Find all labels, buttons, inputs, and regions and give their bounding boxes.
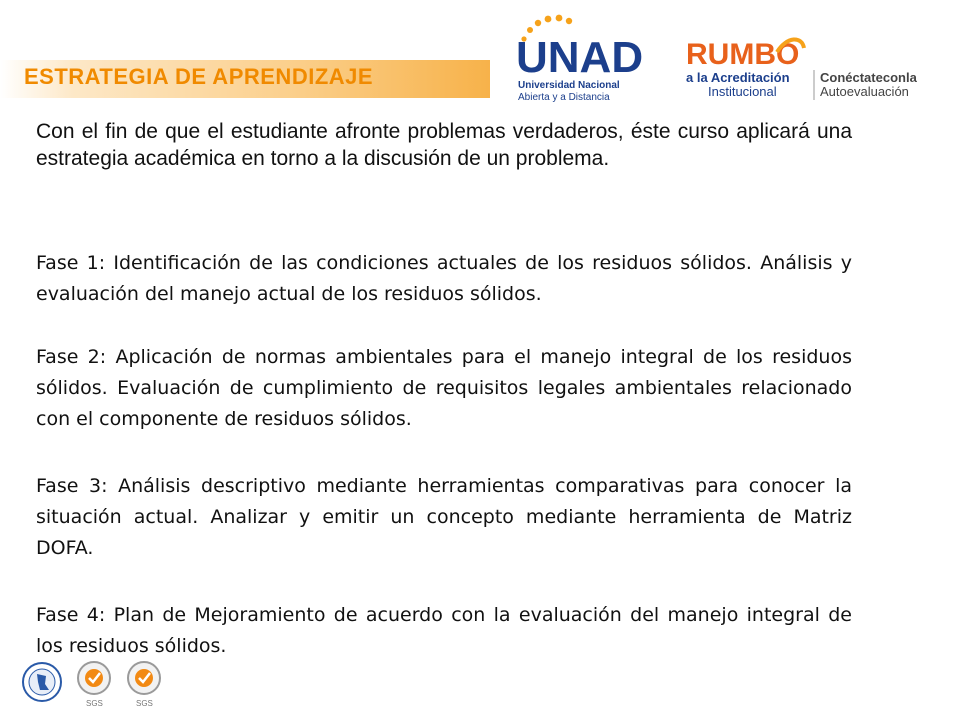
rumbo-tag1: Conéctateconla — [820, 70, 917, 85]
unad-line1: Universidad Nacional — [518, 80, 620, 91]
sgs-label-2: SGS — [136, 699, 153, 708]
page-title: ESTRATEGIA DE APRENDIZAJE — [24, 64, 374, 89]
colombia-seal-icon — [23, 663, 61, 701]
rumbo-line2: Institucional — [708, 84, 777, 99]
phase-4-paragraph: Fase 4: Plan de Mejoramiento de acuerdo con la evaluación del manejo integral de los residuos sólidos. — [36, 604, 852, 657]
rumbo-logo-graphic — [682, 30, 942, 108]
certification-seals — [22, 654, 172, 710]
sgs-label-1: SGS — [86, 699, 103, 708]
rumbo-wordmark: RUMBO — [686, 38, 800, 71]
rumbo-line1: a la Acreditación — [686, 70, 790, 85]
unad-line2: Abierta y a Distancia — [518, 92, 610, 103]
phase-3-paragraph: Fase 3: Análisis descriptivo mediante herramientas comparativas para conocer la situación actual. Analizar y emitir un concepto mediante herramienta de Matriz DOFA. — [36, 475, 852, 559]
phase-2-paragraph: Fase 2: Aplicación de normas ambientales para el manejo integral de los residuos sólidos. Evaluación de cumplimiento de requisitos legales ambientales relacionado con el componente de residuos sólidos. — [36, 346, 852, 430]
unad-wordmark: UNAD — [516, 33, 644, 82]
unad-logo — [512, 14, 646, 106]
sgs-seal-icon-2 — [128, 662, 160, 708]
phase-1-paragraph: Fase 1: Identificación de las condiciones actuales de los residuos sólidos. Análisis y evaluación del manejo actual de los residuos sólidos. — [36, 252, 852, 305]
sgs-seal-icon-1 — [78, 662, 110, 708]
unad-logo-graphic — [512, 14, 646, 106]
rumbo-logo — [682, 30, 942, 108]
intro-paragraph: Con el fin de que el estudiante afronte problemas verdaderos, éste curso aplicará una estrategia académica en torno a la discusión de un problema. — [36, 120, 852, 170]
rumbo-tag2: Autoevaluación — [820, 84, 909, 99]
